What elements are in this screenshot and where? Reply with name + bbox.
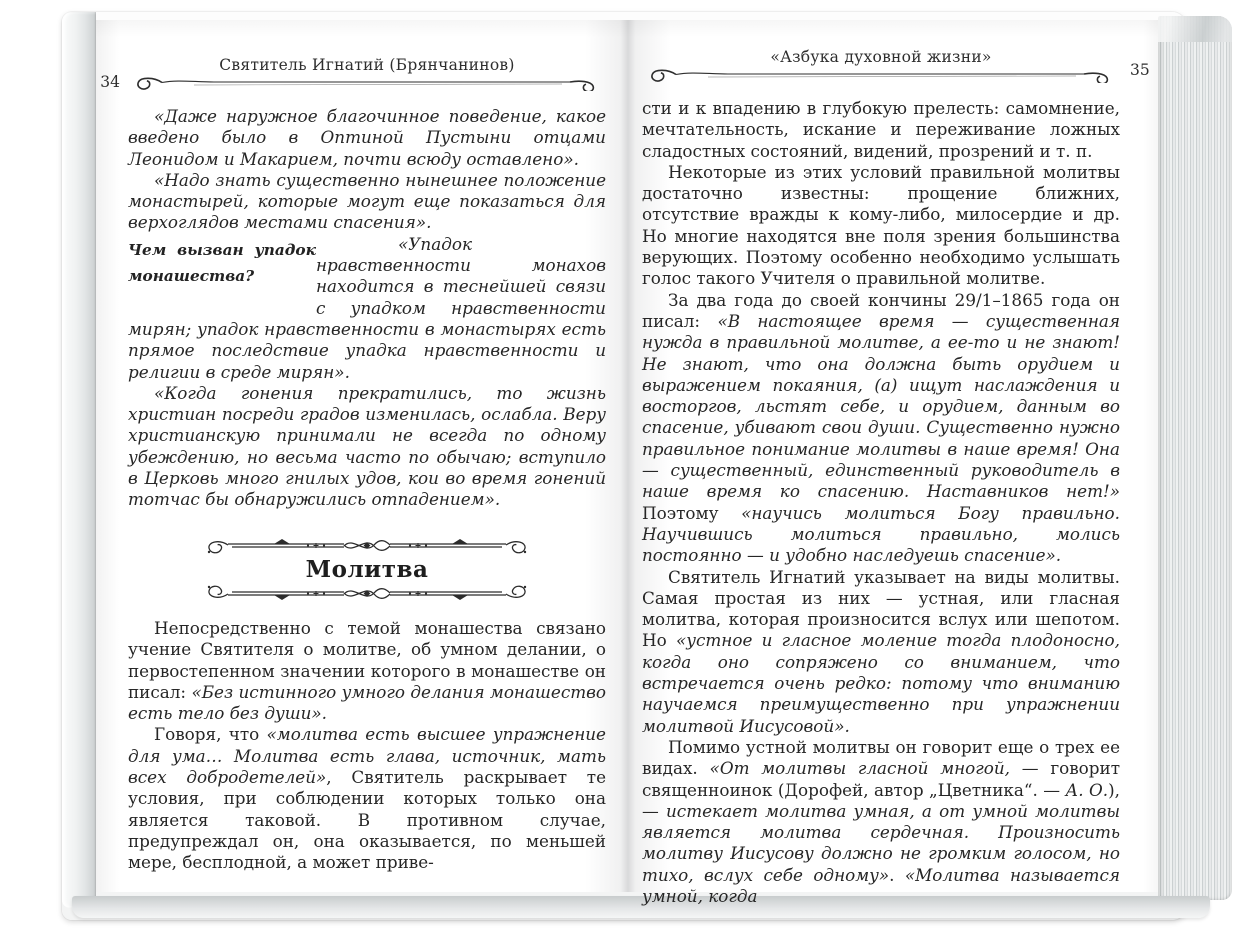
paragraph: За два года до своей кончины 29/1–1865 года он писал: «В настоящее время — существенная нужда в правильной молитве, а ее-то и не знают! Не знают, что она должна быть орудием и выражением покаяния, (а) ищут наслаждения и восторгов, льстят себе, и орудием, данным во спасение, убивают свои души. Существенно нужно правильное понимание молитвы в наше время! Она — существенный, единственный руководитель в наше время ко спасению. Наставников нет!» Поэтому «научись молиться Богу правильно. Научившись молиться правильно, молись постоянно — и удобно наследуешь спасение». bbox=[642, 289, 1120, 566]
paragraph-quote: «Когда гонения прекратились, то жизнь христиан посреди градов изменилась, ослабла. Веру христианскую принимали не всегда по одному убеждению, но весьма часто по обычаю; вступило в Церковь много гнилых удов, кои во время гонений тотчас бы обнаружились отпадением». bbox=[128, 382, 606, 510]
page-left-header bbox=[100, 56, 606, 91]
paragraph: Помимо устной молитвы он говорит еще о трех ее видах. «От молитвы гласной многой, — говорит священноинок (Дорофей, автор „Цветника“. — А. О.), — истекает молитва умная, а от умной молитвы является молитва сердечная. Произносить молитву Иисусову должно не громким голосом, но тихо, вслух себе одному». «Молитва называется умной, когда bbox=[642, 736, 1120, 906]
paragraph: Некоторые из этих условий правильной молитвы достаточно известны: прощение ближних, отсутствие вражды к кому-либо, милосердие и др. Но многие находятся вне поля зрения большинства верующих. Поэтому особенно необходимо услышать голос такого Учителя о правильной молитве. bbox=[642, 161, 1120, 289]
page-left-body bbox=[128, 106, 606, 874]
page-left bbox=[100, 56, 606, 874]
page-right-body bbox=[642, 98, 1120, 907]
page-right-header bbox=[642, 48, 1150, 83]
running-head: «Азбука духовной жизни» bbox=[770, 48, 992, 66]
paragraph-quote: «Даже наружное благочинное поведение, какое введено было в Оптиной Пустыни отцами Леонидом и Макарием, почти всюду оставлено». bbox=[128, 106, 606, 169]
paragraph: Святитель Игнатий указывает на виды молитвы. Самая простая из них — устная, или гласная молитва, которая произносится вслух или шепотом. Но «устное и гласное моление тогда плодоносно, когда оно сопряжено со вниманием, что встречается очень редко: потому что вниманию научаемся преимущественно при упражнении молитвой Иисусовой». bbox=[642, 566, 1120, 736]
page-number: 35 bbox=[1130, 61, 1150, 79]
page-right bbox=[642, 48, 1150, 907]
paragraph-quote: «Упадок нравственности монахов находится в теснейшей связи с упадком нравственности мирян; упадок нравственности в монастырях есть прямое последствие упадка нравственности и религии в среде мирян». bbox=[128, 233, 606, 382]
header-flourish-rule bbox=[128, 75, 606, 91]
paragraph-continuation: сти и к впадению в глубокую прелесть: самомнение, мечтательность, искание и переживание ложных сладостных состояний, видений, прозрений и т. п. bbox=[642, 98, 1120, 161]
book-fore-edge-pages bbox=[1158, 16, 1232, 900]
margin-note: Чем вызван упадок монашества? bbox=[128, 240, 316, 285]
paragraph-with-margin-note bbox=[128, 234, 606, 383]
chapter-ornament-top bbox=[202, 535, 532, 557]
book-cover-left-edge bbox=[62, 12, 96, 908]
chapter-ornament-bottom bbox=[202, 582, 532, 604]
running-head: Святитель Игнатий (Брянчанинов) bbox=[219, 56, 515, 74]
paragraph: Непосредственно с темой монашества связано учение Святителя о молитве, об умном делании, о первостепенном значении которого в монашестве он писал: «Без истинного умного делания монашество есть тело без души». bbox=[128, 617, 606, 724]
paragraph-quote: «Надо знать существенно нынешнее положение монастырей, которые могут еще показаться для верхоглядов местами спасения». bbox=[128, 169, 606, 233]
chapter-heading-block bbox=[197, 535, 537, 604]
paragraph: Говоря, что «молитва есть высшее упражнение для ума… Молитва есть глава, источник, мать всех добродетелей», Святитель раскрывает те условия, при соблюдении которых только она является таковой. В противном случае, предупреждал он, она оказывается, по меньшей мере, бесплодной, а может приве- bbox=[128, 724, 606, 873]
chapter-title: Молитва bbox=[305, 555, 429, 583]
header-flourish-rule bbox=[642, 67, 1120, 83]
page-number: 34 bbox=[100, 73, 120, 91]
